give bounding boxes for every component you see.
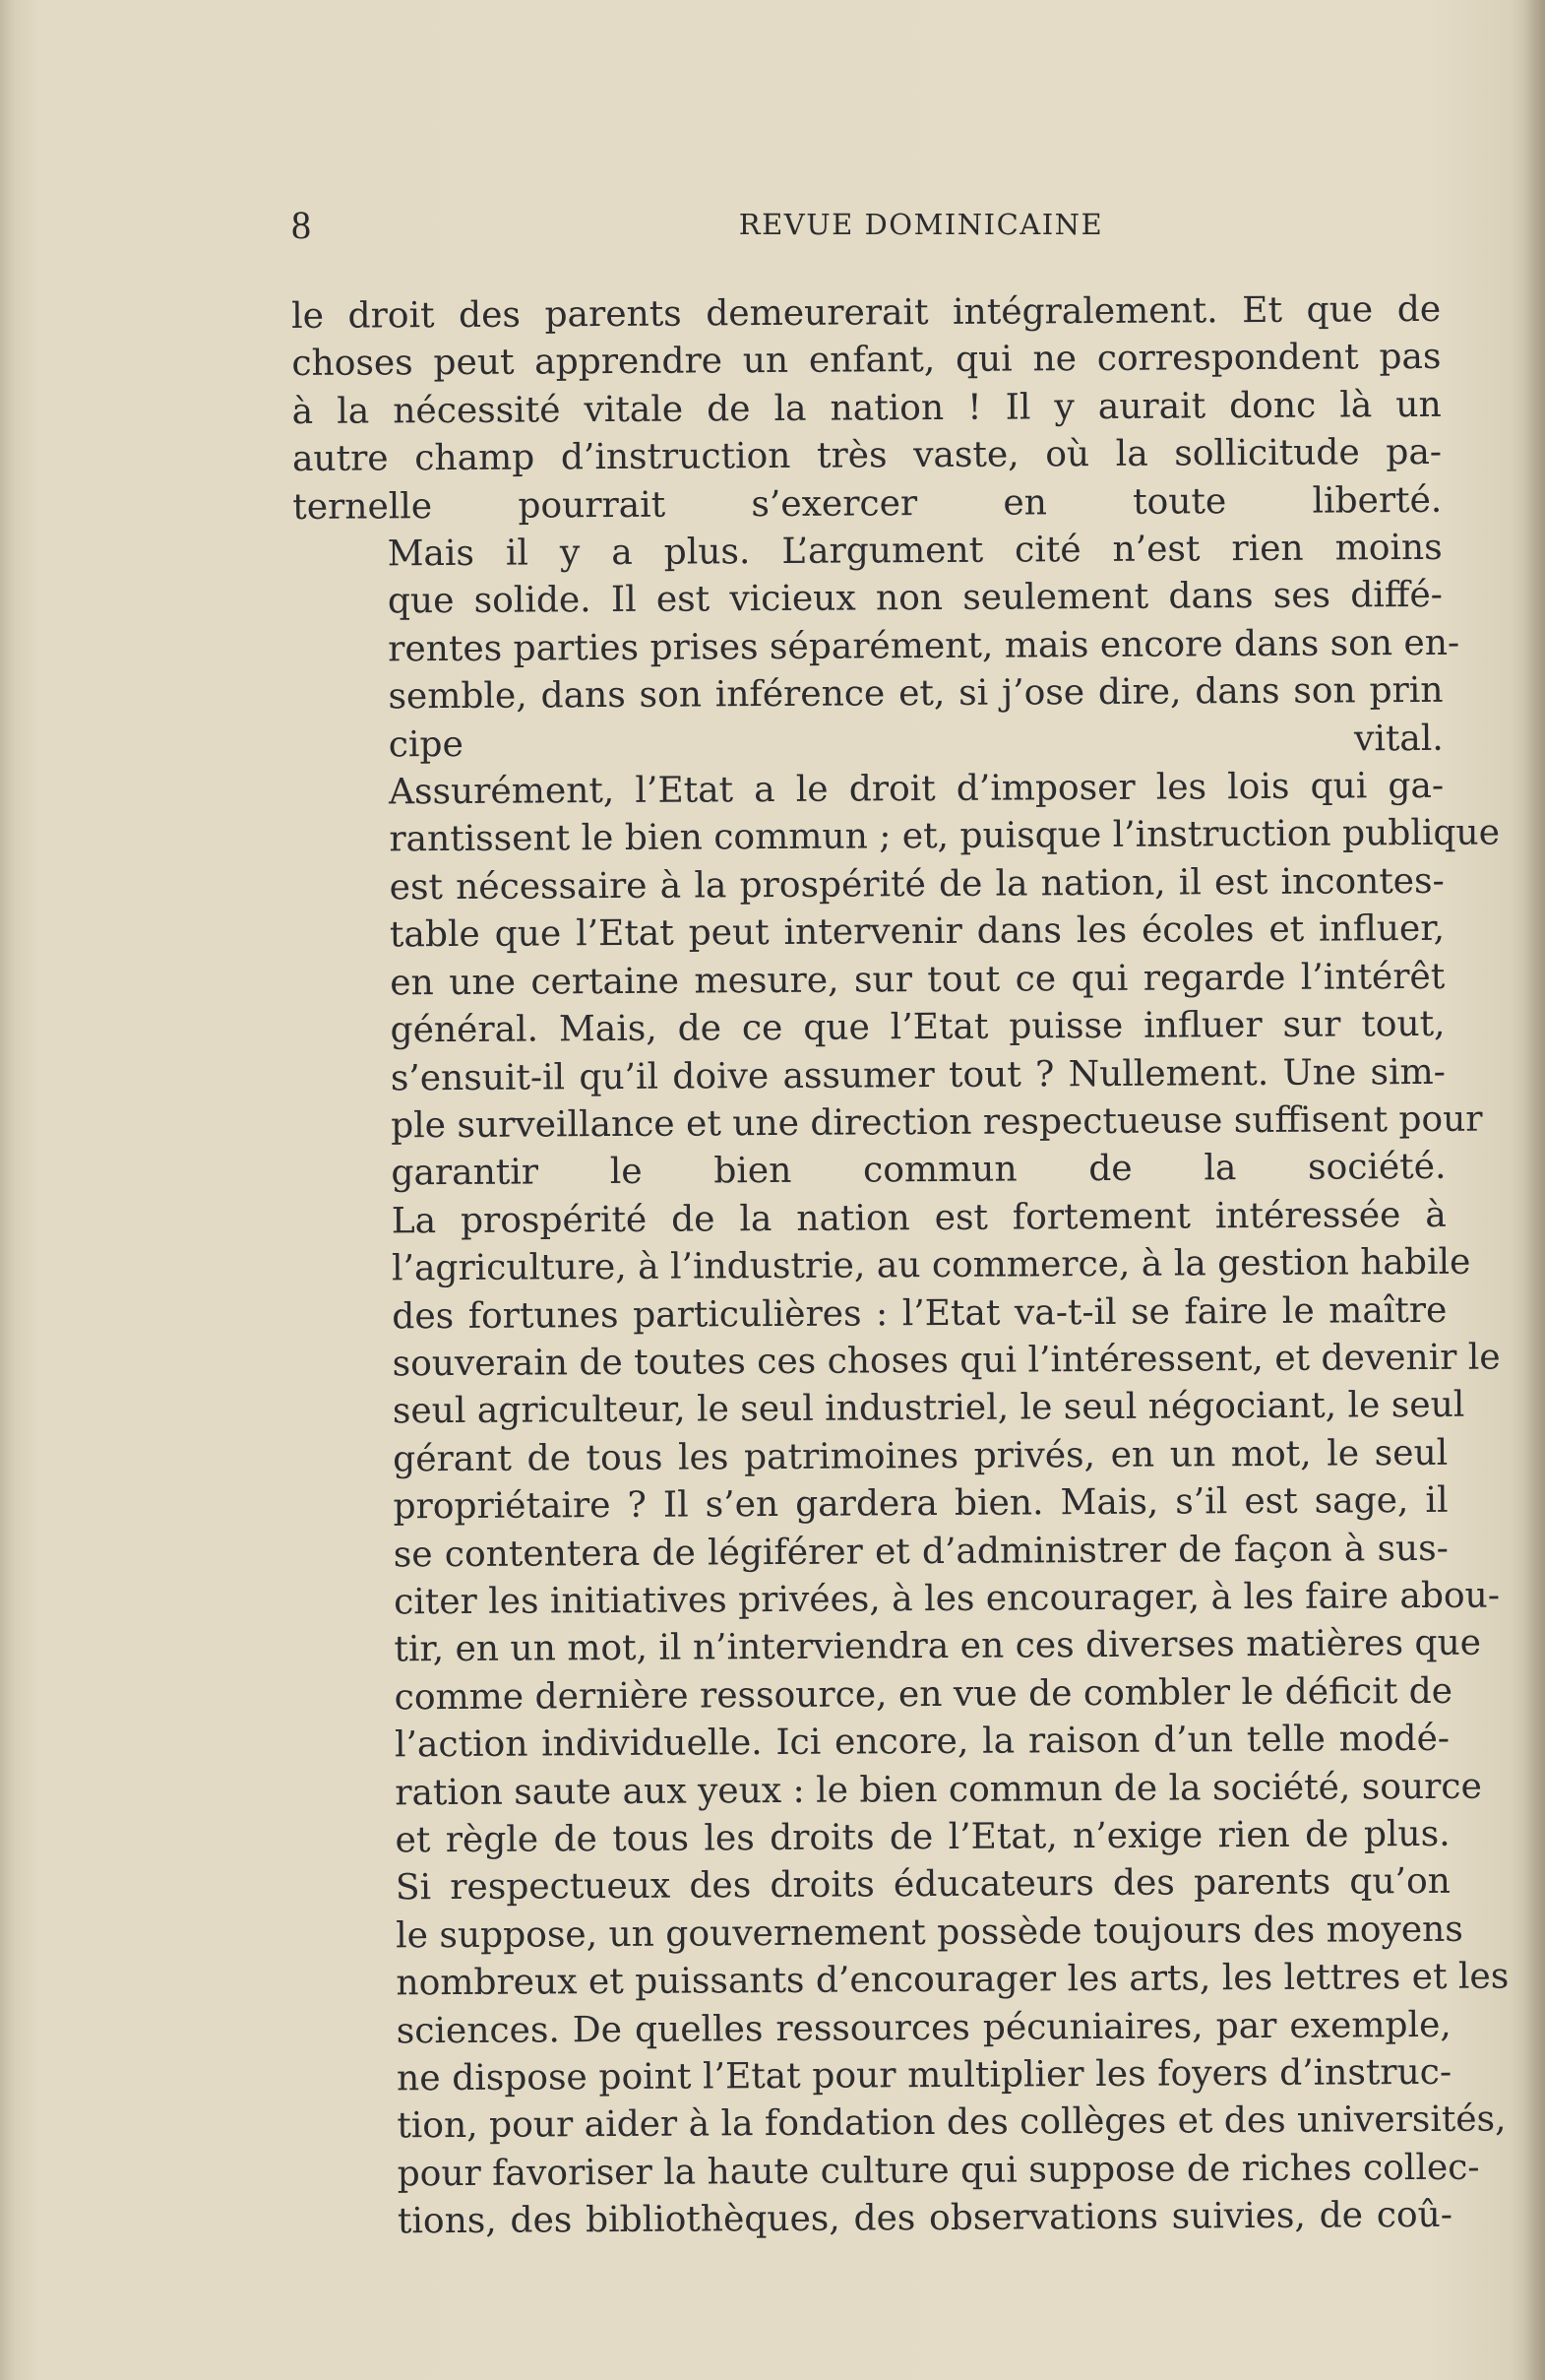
text-line: ne dispose point l’Etat pour multiplier les foyers d’instruc- — [396, 2051, 1452, 2099]
text-line: tir, en un mot, il n’interviendra en ces diverses matières que — [394, 1623, 1482, 1670]
text-line: général. Mais, de ce que l’Etat puisse influer sur tout, — [390, 1003, 1446, 1051]
text-line: rantissent le bien commun ; et, puisque l’instruction publique — [389, 812, 1501, 860]
text-line: table que l’Etat peut intervenir dans les écoles et influer, — [389, 908, 1446, 956]
text-line: en une certaine mesure, sur tout ce qui regarde l’intérêt — [390, 956, 1446, 1004]
body-text — [291, 286, 1510, 2247]
text-line: ternelle pourrait s’exercer en toute liberté. — [292, 479, 1443, 528]
text-line: le suppose, un gouvernement possède toujours des moyens — [396, 1909, 1463, 1957]
paragraph-5 — [301, 1858, 1510, 2246]
text-line: autre champ d’instruction très vaste, où la sollicitude pa- — [291, 432, 1443, 480]
text-line: tion, pour aider à la fondation des collèges et des universités, — [397, 2098, 1507, 2147]
text-line: La prospérité de la nation est fortement intéressée à — [391, 1194, 1447, 1242]
text-line: nombreux et puissants d’encourager les arts, les lettres et les — [396, 1956, 1510, 2004]
text-line: pour favoriser la haute culture qui suppose de riches collec- — [397, 2147, 1480, 2195]
text-line: l’agriculture, à l’industrie, au commerce, à la gestion habile — [391, 1241, 1471, 1289]
text-line: ration saute aux yeux : le bien commun de la société, source — [395, 1766, 1482, 1813]
text-line: choses peut apprendre un enfant, qui ne correspondent pas — [291, 337, 1442, 385]
paragraph-3 — [294, 763, 1501, 1199]
text-line: Mais il y a plus. L’argument cité n’est rien moins — [387, 527, 1443, 575]
page-header — [291, 202, 1433, 251]
text-line: rentes parties prises séparément, mais encore dans son en- — [388, 622, 1460, 670]
running-title: REVUE DOMINICAINE — [738, 208, 1104, 241]
text-line: souverain de toutes ces choses qui l’intéressent, et devenir le — [392, 1337, 1501, 1385]
text-line: comme dernière ressource, en vue de combler le déficit de — [394, 1670, 1453, 1719]
text-line: Si respectueux des droits éducateurs des parents qu’on — [395, 1861, 1452, 1909]
paragraph-1 — [291, 286, 1442, 532]
text-line: et règle de tous les droits de l’Etat, n’exige rien de plus. — [395, 1813, 1451, 1861]
text-line: cipe vital. — [388, 718, 1444, 766]
text-line: est nécessaire à la prospérité de la nation, il est incontes- — [389, 860, 1445, 908]
text-line: des fortunes particulières : l’Etat va-t-il se faire le maître — [392, 1289, 1448, 1337]
text-line: citer les initiatives privées, à les encourager, à les faire abou- — [394, 1575, 1501, 1623]
text-line: l’action individuelle. Ici encore, la raison d’un telle modé- — [394, 1719, 1451, 1766]
text-line: le droit des parents demeurerait intégralement. Et que de — [291, 288, 1442, 337]
text-line: à la nécessité vitale de la nation ! Il y aurait donc là un — [291, 384, 1442, 432]
paragraph-4 — [297, 1192, 1501, 1866]
text-line: s’ensuit-il qu’il doive assumer tout ? Nullement. Une sim- — [390, 1051, 1446, 1098]
text-line: se contentera de légiférer et d’administrer de façon à sus- — [393, 1528, 1449, 1575]
text-line: garantir le bien commun de la société. — [391, 1147, 1447, 1194]
text-line: Assurément, l’Etat a le droit d’imposer les lois qui ga- — [388, 765, 1445, 813]
text-line: ple surveillance et une direction respectueuse suffisent pour — [391, 1098, 1483, 1147]
text-line: seul agriculteur, le seul industriel, le seul négociant, le seul — [392, 1385, 1465, 1432]
page-number: 8 — [291, 203, 311, 247]
text-line: gérant de tous les patrimoines privés, en un mot, le seul — [393, 1432, 1449, 1480]
paragraph-2 — [292, 525, 1460, 770]
text-line: tions, des bibliothèques, des observations suivies, de coû- — [397, 2195, 1453, 2242]
text-line: sciences. De quelles ressources pécuniaires, par exemple, — [396, 2004, 1452, 2052]
text-line: propriétaire ? Il s’en gardera bien. Mais, s’il est sage, il — [393, 1479, 1449, 1528]
text-line: que solide. Il est vicieux non seulement dans ses diffé- — [387, 575, 1444, 622]
text-line: semble, dans son inférence et, si j’ose dire, dans son prin — [388, 670, 1444, 718]
